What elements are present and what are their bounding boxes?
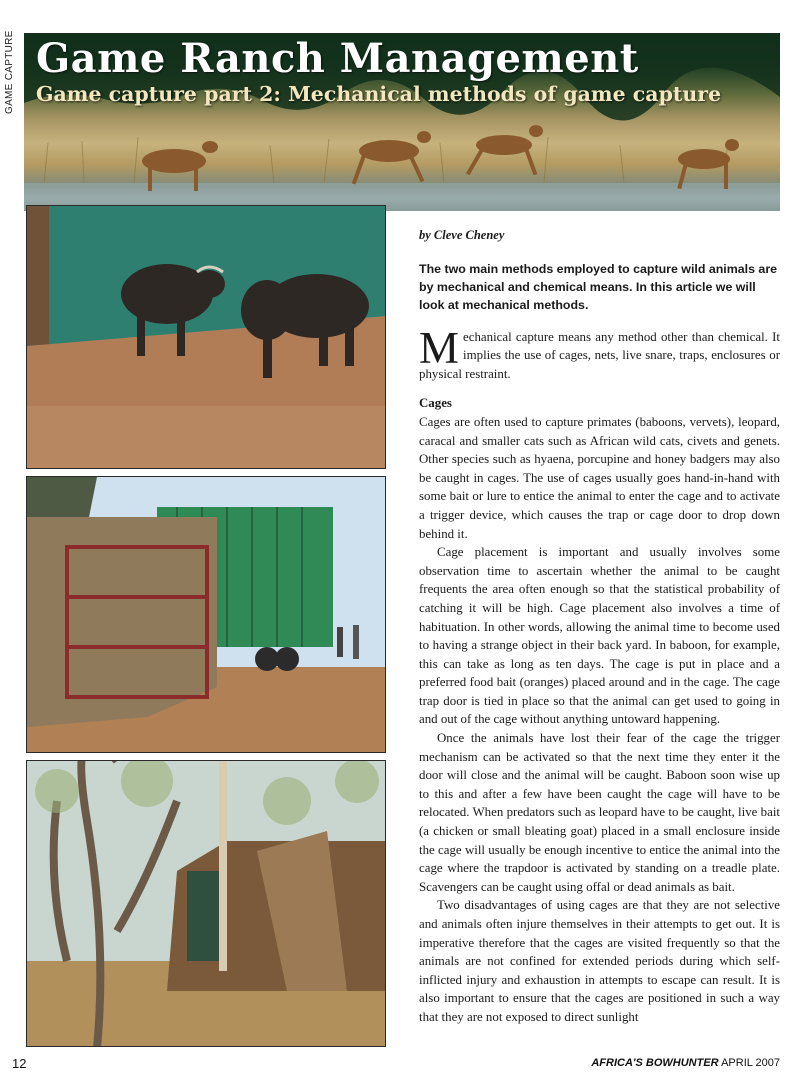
body-paragraph: Once the animals have lost their fear of the cage the trigger mechanism can be activated so that the next time they enter it the door will close and the animal will be caught. Baboon soon wise up to this and after a few have been caught the cage will have to be relocated. When predators such as leopard have to be caught, live bait (a chicken or small bleating goat) placed in a small enclosure inside the cage will usually be enough incentive to entice the animal into the cage where the trapdoor is activated by standing on a treadle plate. Scavengers can be caught using offal or dead animals as bait. bbox=[419, 731, 780, 894]
section-heading-cages: Cages bbox=[419, 396, 452, 411]
header-banner bbox=[24, 33, 780, 211]
bush-boma-photo bbox=[26, 760, 386, 1047]
lead-text: echanical capture means any method other than chemical. It implies the use of cages, nets, live snare, traps, enclosures or physical restraint. bbox=[419, 329, 780, 381]
body-paragraph: Cages are often used to capture primates (baboons, vervets), leopard, caracal and smaller cats such as African wild cats, civets and genets. Other species such as hyaena, porcupine and honey badgers may also be caught in cages. The use of cages usually goes hand-in-hand with some bait or lure to entice the animal to enter the cage and to activate a trigger device, which causes the trap or cage door to drop down behind it. bbox=[419, 414, 780, 541]
section-tag-label: GAME CAPTURE bbox=[4, 30, 15, 114]
capture-truck-photo bbox=[26, 476, 386, 753]
section-tag bbox=[0, 30, 24, 124]
page-title: Game Ranch Management bbox=[36, 35, 639, 82]
buffalo-photo bbox=[26, 205, 386, 469]
publication-footer bbox=[591, 1057, 780, 1069]
lead-paragraph bbox=[419, 322, 780, 384]
issue-date: APRIL 2007 bbox=[721, 1057, 780, 1069]
page-subtitle: Game capture part 2: Mechanical methods of game capture bbox=[36, 82, 722, 106]
intro-summary: The two main methods employed to capture wild animals are by mechanical and chemical means. In this article we will look at mechanical methods. bbox=[419, 261, 778, 312]
publication-name: AFRICA'S BOWHUNTER bbox=[591, 1057, 719, 1069]
drop-cap: M bbox=[419, 322, 460, 373]
article-body bbox=[419, 226, 780, 1027]
page-number: 12 bbox=[12, 1056, 27, 1071]
byline: by Cleve Cheney bbox=[419, 228, 505, 242]
body-paragraph: Cage placement is important and usually involves some observation time to ascertain whether the animal to be caught frequents the area often enough so that the statistical probability of catching it will be high. Cage placement also involves a time of habituation. In other words, allowing the animal time to become used to having a strange object in their back yard. In baboon, for example, this can take as long as ten days. The cage is put in place and a preferred food bait (oranges) placed around and in the cage. The cage trap door is tied in place so that the animal can get used to going in and out of the cage without anything untoward happening. bbox=[419, 545, 780, 727]
body-paragraph: Two disadvantages of using cages are that they are not selective and animals often injure themselves in their attempts to get out. It is imperative therefore that the cages are visited frequently so that the animals are not confined for extended periods during which self-inflicted injury and exhaustion in attempts to escape can result. It is also important to ensure that the cages are positioned in such a way that they are not exposed to direct sunlight bbox=[419, 898, 780, 1024]
